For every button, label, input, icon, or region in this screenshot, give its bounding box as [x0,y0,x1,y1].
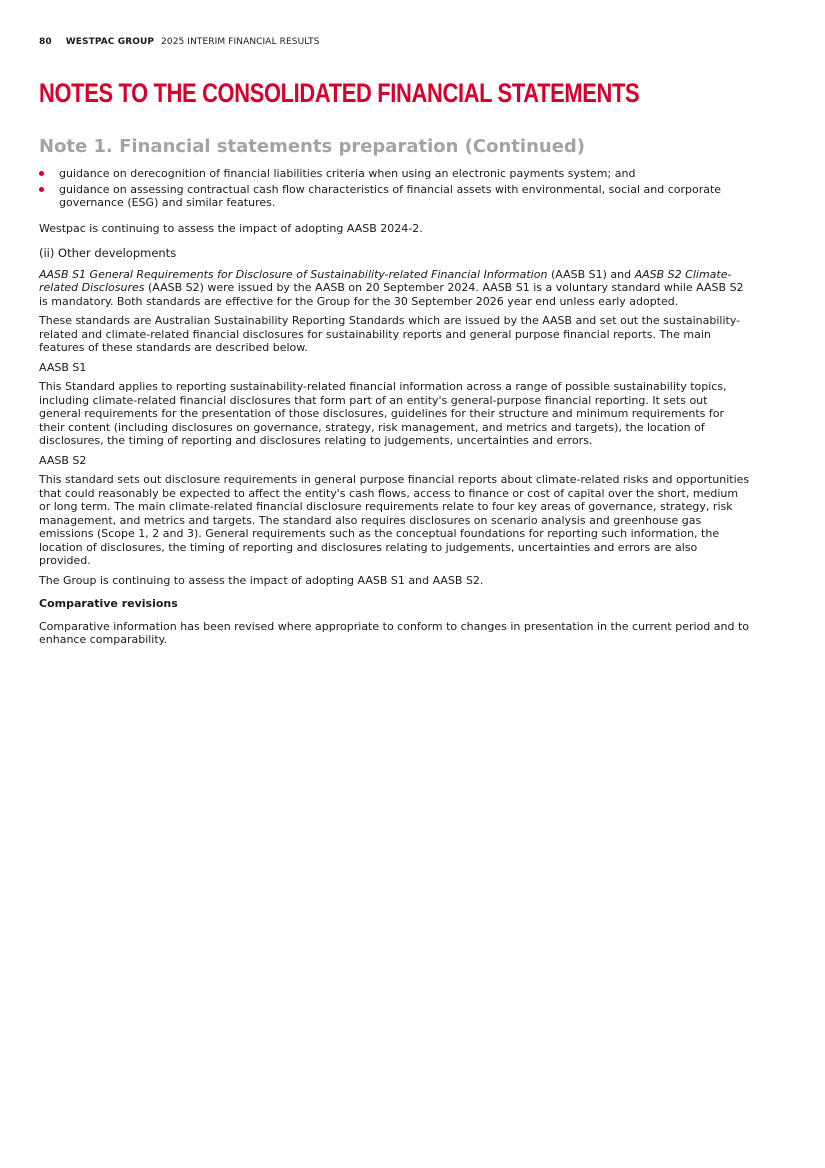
report-subtitle: 2025 INTERIM FINANCIAL RESULTS [161,37,320,47]
page-number: 80 [39,37,52,47]
list-item [39,167,751,181]
note-title: Note 1. Financial statements preparation (Continued) [39,136,586,157]
standards-overview-paragraph: These standards are Australian Sustainability Reporting Standards which are issued by the AASB and set out the sustainability-related and climate-related financial disclosures for sustainability reports and general purpose financial reports. The main features of these standards are described below. [39,314,741,354]
bullet-text: guidance on assessing contractual cash flow characteristics of financial assets with environmental, social and corporate governance (ESG) and similar features. [59,182,722,209]
aasb-s1-paragraph: This Standard applies to reporting sustainability-related financial information across a range of possible sustainability topics, including climate-related financial disclosures that form part of an entity's general-purpose financial reporting. It sets out general requirements for the presentation of those disclosures, guidelines for their structure and minimum requirements for their content (including disclosures on governance, strategy, risk management, and metrics and targets), the location of disclosures, the timing of reporting and disclosures relating to judgements, uncertainties and errors. [39,380,727,447]
assess-s1-s2-paragraph: The Group is continuing to assess the impact of adopting AASB S1 and AASB S2. [39,573,484,587]
s1-standard-title: AASB S1 General Requirements for Disclosure of Sustainability-related Financial Information [39,267,548,281]
comparative-revisions-heading: Comparative revisions [39,597,178,610]
comparative-revisions-paragraph: Comparative information has been revised where appropriate to conform to changes in presentation in the current period and to enhance comparability. [39,619,749,646]
aasb-s1-label: AASB S1 [39,360,87,374]
aasb-s2-paragraph: This standard sets out disclosure requirements in general purpose financial reports about climate-related risks and opportunities that could reasonably be expected to affect the entity's cash flows, access to finance or cost of capital over the short, medium or long term. The main climate-related financial disclosure requirements relate to four key areas of governance, strategy, risk management, and metrics and targets. The standard also requires disclosures on scenario analysis and greenhouse gas emissions (Scope 1, 2 and 3). General requirements such as the conceptual foundations for reporting such information, the location of disclosures, the timing of reporting and disclosures relating to judgements, uncertainties and errors are also provided. [39,473,750,567]
body-content [39,167,751,653]
list-item [39,183,751,210]
bullet-dot-icon [39,187,44,192]
bullet-list [39,167,751,210]
section-title: NOTES TO THE CONSOLIDATED FINANCIAL STATEMENTS [39,78,640,108]
s2-suffix-text: (AASB S2) were issued by the AASB on 20 September 2024. AASB S1 is a voluntary standard while AASB S2 is mandatory. Both standards are effective for the Group for the 30 September 2026 year end unless early adopted. [39,281,744,308]
standards-issued-paragraph [39,268,751,309]
s2-standard-title: AASB S2 Climate-related Disclosures [39,267,732,294]
bullet-dot-icon [39,171,44,176]
running-header [39,37,320,47]
assess-2024-2-paragraph: Westpac is continuing to assess the impact of adopting AASB 2024-2. [39,221,423,235]
bullet-text: guidance on derecognition of financial liabilities criteria when using an electronic payments system; and [59,167,636,180]
s1-suffix-text: (AASB S1) and [547,267,635,281]
aasb-s2-label: AASB S2 [39,453,87,467]
brand-name: WESTPAC GROUP [65,37,155,47]
other-developments-heading: (ii) Other developments [39,246,177,260]
